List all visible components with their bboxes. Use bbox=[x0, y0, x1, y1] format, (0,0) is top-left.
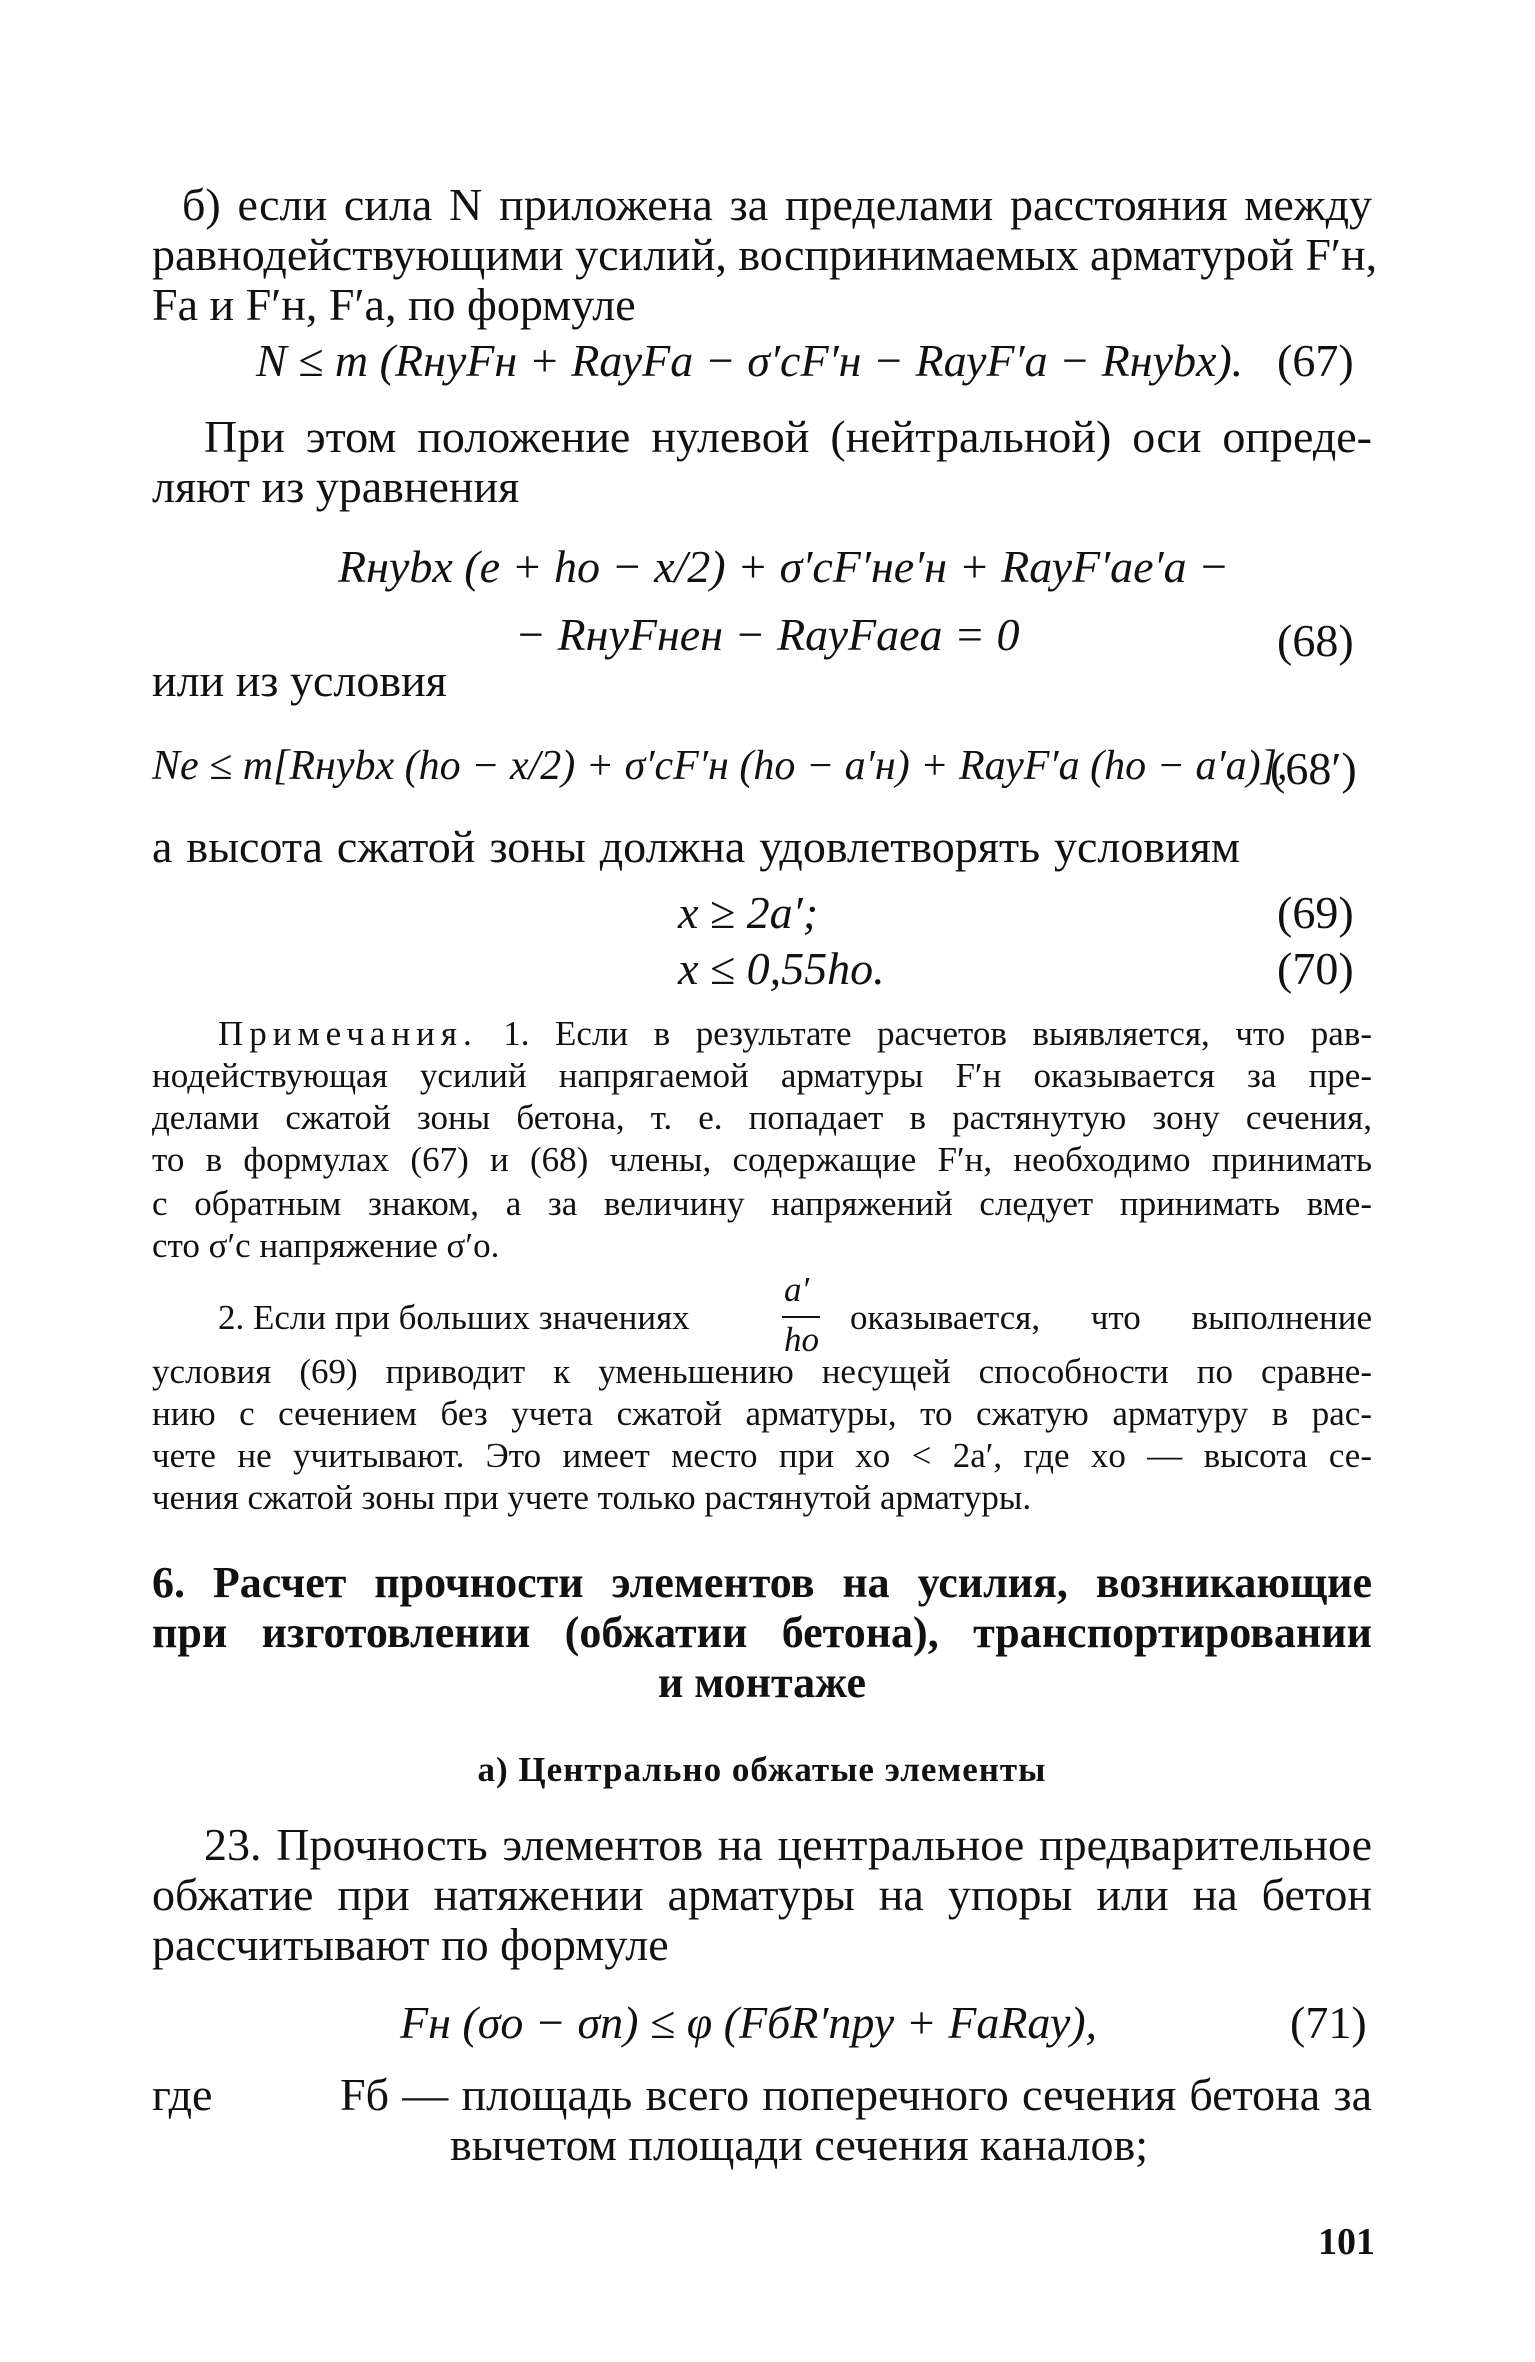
note-2-line-1-a: 2. Если при больших значениях bbox=[218, 1298, 690, 1337]
formula-68-prime: Ne ≤ m[Rнуbx (hо − x/2) + σ′сF′н (hо − a′н) + RауF′а (hо − a′а)], bbox=[152, 743, 1288, 789]
note-1-line-5: с обратным знаком, а за величину напряжений следует принимать вме- bbox=[152, 1184, 1372, 1223]
note-2-fraction-bar bbox=[782, 1316, 820, 1318]
formula-68-line-1: Rнуbx (e + hо − x/2) + σ′сF′нe′н + RауF′аe′а − bbox=[338, 541, 1230, 592]
formula-70: x ≤ 0,55hо. bbox=[678, 943, 885, 994]
intro-line-3: Fа и F′н, F′а, по формуле bbox=[152, 279, 636, 330]
note-2-line-1-b: оказывается, что выполнение bbox=[850, 1298, 1372, 1337]
section-heading-line-2: при изготовлении (обжатии бетона), транспортировании bbox=[152, 1608, 1372, 1657]
page-number: 101 bbox=[1318, 2221, 1375, 2263]
note-1-line-6: сто σ′с напряжение σ′о. bbox=[152, 1226, 500, 1265]
paragraph-23-line-2: обжатие при натяжении арматуры на упоры или на бетон bbox=[152, 1869, 1372, 1920]
formula-68-line-2: − RнуFнeн − RауFаeа = 0 bbox=[515, 609, 1020, 660]
formula-67: N ≤ m (RнуFн + RауFа − σ′сF′н − RауF′а − Rнуbx). bbox=[256, 335, 1244, 386]
or-condition-text: или из условия bbox=[152, 655, 447, 706]
equation-number-70: (70) bbox=[1277, 943, 1354, 994]
where-label: где bbox=[152, 2069, 213, 2120]
height-condition-text: а высота сжатой зоны должна удовлетворять условиям bbox=[152, 821, 1240, 872]
section-heading-line-3: и монтаже bbox=[657, 1658, 867, 1707]
note-1-line-1-text: 1. Если в результате расчетов выявляется, что рав- bbox=[503, 1014, 1372, 1053]
where-definition-line-1: Fб — площадь всего поперечного сечения бетона за bbox=[340, 2069, 1372, 2120]
equation-number-69: (69) bbox=[1277, 887, 1354, 938]
paragraph-23-line-1: 23. Прочность элементов на центральное предварительное bbox=[204, 1819, 1372, 1870]
note-2-fraction-denominator: hо bbox=[784, 1320, 819, 1359]
note-2-line-2: условия (69) приводит к уменьшению несущей способности по сравне- bbox=[152, 1352, 1372, 1391]
note-1-line-1 bbox=[218, 1014, 1372, 1054]
formula-71: Fн (σо − σп) ≤ φ (FбR′пру + FаRау), bbox=[400, 1997, 1098, 2048]
notes-label: Примечания. bbox=[218, 1014, 478, 1053]
paragraph-23-line-3: рассчитывают по формуле bbox=[152, 1919, 669, 1970]
equation-number-68-prime: (68′) bbox=[1270, 743, 1357, 794]
neutral-axis-line-1: При этом положение нулевой (нейтральной) оси опреде- bbox=[204, 411, 1372, 462]
subsection-heading: а) Центрально обжатые элементы bbox=[477, 1750, 1047, 1789]
intro-line-2: равнодействующими усилий, воспринимаемых арматурой F′н, bbox=[152, 229, 1378, 280]
note-1-line-2: нодействующая усилий напрягаемой арматуры F′н оказывается за пре- bbox=[152, 1056, 1372, 1095]
equation-number-68: (68) bbox=[1277, 615, 1354, 666]
note-2-line-4: чете не учитывают. Это имеет место при xо < 2a′, где xо — высота се- bbox=[152, 1436, 1372, 1475]
note-1-line-4: то в формулах (67) и (68) члены, содержащие F′н, необходимо принимать bbox=[152, 1140, 1372, 1179]
neutral-axis-line-2: ляют из уравнения bbox=[152, 461, 520, 512]
intro-line-1: б) если сила N приложена за пределами расстояния между bbox=[182, 179, 1372, 230]
formula-69: x ≥ 2a′; bbox=[678, 887, 819, 938]
note-2-line-5: чения сжатой зоны при учете только растянутой арматуры. bbox=[152, 1478, 1032, 1517]
note-2-fraction-numerator: a′ bbox=[784, 1270, 810, 1309]
note-2-line-3: нию с сечением без учета сжатой арматуры, то сжатую арматуру в рас- bbox=[152, 1394, 1372, 1433]
equation-number-71: (71) bbox=[1290, 1997, 1367, 2048]
note-1-line-3: делами сжатой зоны бетона, т. е. попадает в растянутую зону сечения, bbox=[152, 1098, 1372, 1137]
where-definition-line-2: вычетом площади сечения каналов; bbox=[450, 2119, 1148, 2170]
section-heading-line-1: 6. Расчет прочности элементов на усилия, возникающие bbox=[152, 1558, 1372, 1607]
equation-number-67: (67) bbox=[1277, 335, 1354, 386]
